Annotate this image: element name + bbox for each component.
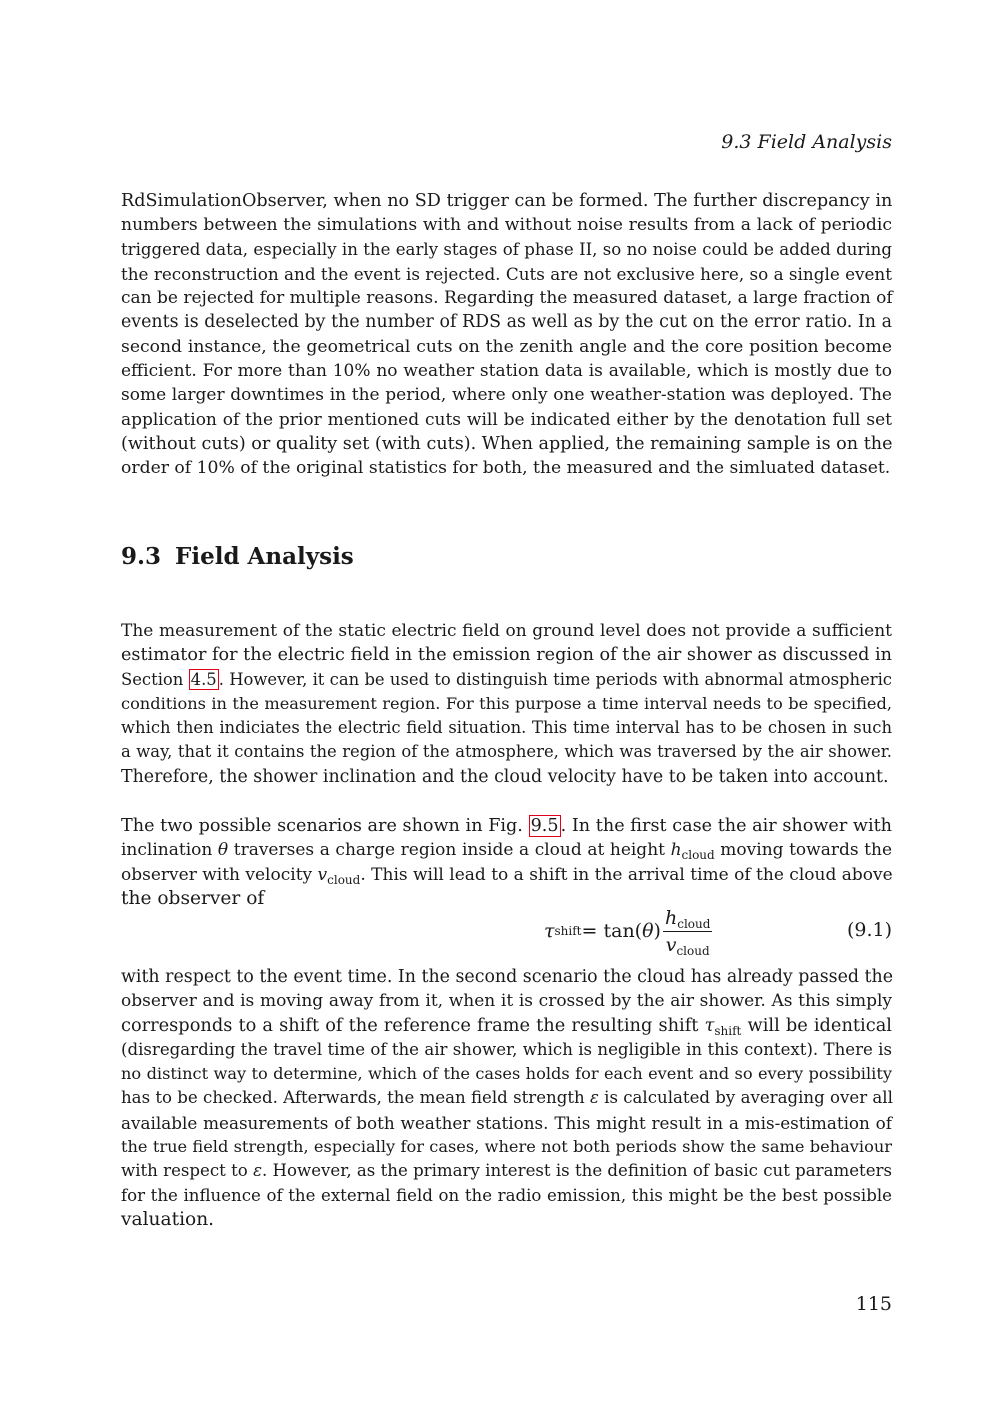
section-heading: [121, 543, 354, 570]
paragraph-cuts: [121, 189, 892, 481]
figure-reference-link[interactable]: 9.5: [530, 816, 559, 836]
text-line: a way, that it contains the region of the atmosphere, which was traversed by the air shower.: [121, 742, 892, 762]
text-line: can be rejected for multiple reasons. Regarding the measured dataset, a large fraction of: [121, 288, 893, 309]
text-line: The measurement of the static electric field on ground level does not provide a sufficient: [121, 621, 892, 641]
text-line: application of the prior mentioned cuts will be indicated either by the denotation full set: [121, 409, 892, 430]
text-line: with respect to ε. However, as the primary interest is the definition of basic cut parameters: [121, 1161, 892, 1181]
text-line: RdSimulationObserver, when no SD trigger can be formed. The further discrepancy in: [121, 191, 893, 211]
text-line: estimator for the electric field in the emission region of the air shower as discussed in: [121, 645, 892, 666]
running-header: 9.3 Field Analysis: [721, 131, 892, 153]
text-line: observer and is moving away from it, when it is crossed by the air shower. As this simply: [121, 991, 892, 1012]
equation-fraction: $\frac{h_{cloud}}{v_{cloud}}$: [664, 906, 711, 958]
text-line: numbers between the simulations with and without noise results from a lack of periodic: [121, 215, 892, 236]
text-line: Section 4.5 . However, it can be used to distinguish time periods with abnormal atmospheric: [121, 669, 892, 689]
text-line: no distinct way to determine, which of the cases holds for each event and so every possibility: [121, 1064, 892, 1084]
equation-block: [121, 902, 892, 960]
section-reference-link[interactable]: 4.5: [190, 669, 217, 689]
text-line: valuation.: [121, 1208, 215, 1230]
page-number: 115: [855, 1293, 892, 1315]
text-line: the true field strength, especially for cases, where not both periods show the same behaviour: [121, 1137, 892, 1157]
text-line: available measurements of both weather stations. This might result in a mis-estimation of: [121, 1112, 892, 1133]
section-title: Field Analysis: [175, 543, 354, 570]
text-line: the observer of: [121, 887, 265, 909]
text-line: order of 10% of the original statistics for both, the measured and the simluated dataset.: [121, 458, 891, 479]
text-line: with respect to the event time. In the second scenario the cloud has already passed the: [121, 967, 894, 987]
text-line: has to be checked. Afterwards, the mean field strength ε is calculated by averaging over all: [121, 1088, 893, 1108]
text-line: second instance, the geometrical cuts on the zenith angle and the core position become: [121, 336, 892, 357]
text-line: (disregarding the travel time of the air shower, which is negligible in this context). There is: [121, 1039, 892, 1059]
paragraph-field-measurement: [121, 619, 892, 789]
text-line: the reconstruction and the event is rejected. Cuts are not exclusive here, so a single event: [121, 263, 892, 284]
text-line: observer with velocity $v_{cloud}$. This will lead to a shift in the arrival time of the cloud above: [121, 864, 893, 887]
text-line: for the influence of the external field on the radio emission, this might be the best possible: [121, 1185, 892, 1205]
text-line: Therefore, the shower inclination and the cloud velocity have to be taken into account.: [121, 766, 889, 787]
paragraph-second-scenario: [121, 965, 892, 1232]
section-number: 9.3: [121, 543, 162, 570]
text-line: some larger downtimes in the period, where only one weather-station was deployed. The: [121, 385, 892, 406]
text-line: corresponds to a shift of the reference frame the resulting shift $\tau_{shift}$ will be identical: [121, 1014, 892, 1038]
text-line: conditions in the measurement region. For this purpose a time interval needs to be specified,: [121, 693, 892, 713]
text-line: triggered data, especially in the early stages of phase II, so no noise could be added during: [121, 239, 892, 259]
text-line: inclination θ traverses a charge region inside a cloud at height $h_{cloud}$ moving towards the: [121, 840, 893, 863]
text-line: efficient. For more than 10% no weather station data is available, which is mostly due to: [121, 361, 892, 382]
text-line: (without cuts) or quality set (with cuts). When applied, the remaining sample is on the: [121, 433, 893, 454]
equation-number: (9.1): [846, 919, 892, 941]
equation-body: τ shift = tan( θ ) $\frac{h_{cloud}}{v_{cloud}}$: [544, 906, 711, 958]
paragraph-scenarios: [121, 814, 892, 911]
text-line: events is deselected by the number of RDS as well as by the cut on the error ratio. In a: [121, 312, 892, 333]
text-line: which then indiciates the electric field situation. This time interval has to be chosen in such: [121, 718, 892, 738]
text-line: The two possible scenarios are shown in Fig. 9.5 . In the first case the air shower with: [121, 816, 892, 836]
